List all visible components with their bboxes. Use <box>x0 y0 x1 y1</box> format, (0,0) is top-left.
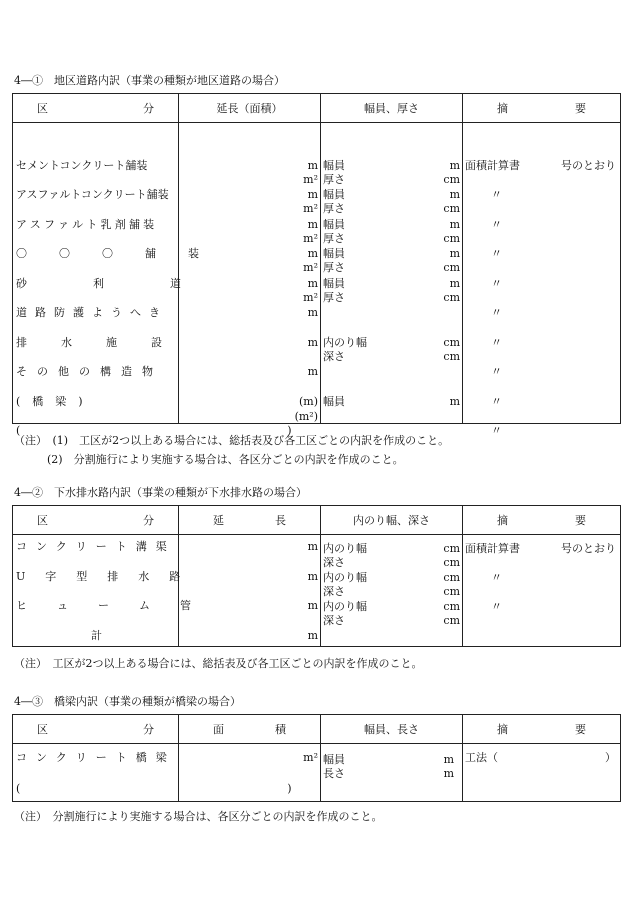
header-area: 面 積 <box>179 715 321 744</box>
width-label: 幅員 <box>323 218 345 231</box>
row-name: 〇〇〇舗装 <box>16 247 231 260</box>
unit-m: m <box>307 277 318 290</box>
row-name: 砂利道 <box>16 277 247 290</box>
remark-text: 面積計算書 <box>465 542 520 555</box>
unit-m: m <box>307 247 318 260</box>
depth-unit: cm <box>443 585 460 598</box>
table-road <box>12 93 621 437</box>
column-width-length <box>321 744 463 802</box>
thickness-unit: cm <box>443 232 460 245</box>
inner-width-unit: cm <box>443 600 460 613</box>
header-length: 延 長 <box>179 506 321 535</box>
column-width <box>321 123 463 424</box>
unit-m2: m² <box>303 173 318 186</box>
column-remarks <box>463 123 621 437</box>
inner-width-unit: cm <box>443 571 460 584</box>
header-width-length: 幅員、長さ <box>321 715 463 744</box>
inner-width-unit: cm <box>443 336 460 349</box>
thickness-label: 厚さ <box>323 232 345 245</box>
inner-width-label: 内のり幅 <box>323 600 367 613</box>
section-1-title: 4―① 地区道路内訳（事業の種類が地区道路の場合） <box>14 74 285 87</box>
width-unit: m <box>449 277 460 290</box>
ditto-mark: 〃 <box>491 424 502 437</box>
row-name: 道路防護ようへき <box>16 306 168 319</box>
header-remarks: 摘 要 <box>463 506 621 535</box>
width-label: 幅員 <box>323 277 345 290</box>
row-name: ( ) <box>16 782 420 795</box>
row-name: アスファルトコンクリート舗装 <box>16 188 169 201</box>
ditto-mark: 〃 <box>491 336 502 349</box>
row-name: ( ) <box>16 424 420 437</box>
unit-m: m <box>307 306 318 319</box>
ditto-mark: 〃 <box>491 600 502 613</box>
unit-m: m <box>307 540 318 553</box>
unit-m2: m² <box>303 291 318 304</box>
unit-m2: m² <box>303 261 318 274</box>
column-kubun <box>13 535 221 647</box>
unit-m2: m² <box>303 202 318 215</box>
unit-m: (m) <box>298 395 318 408</box>
width-label: 幅員 <box>323 753 345 766</box>
thickness-unit: cm <box>443 261 460 274</box>
unit-m: m <box>307 218 318 231</box>
row-name: アスファルト乳剤舗装 <box>16 218 158 231</box>
note-3: （注） 工区が2つ以上ある場合には、総括表及び各工区ごとの内訳を作成のこと。 <box>14 657 423 670</box>
width-unit: m <box>443 753 454 766</box>
column-length <box>179 535 321 647</box>
unit-m2: (m²) <box>294 410 318 423</box>
unit-m: m <box>307 188 318 201</box>
column-remarks <box>463 535 621 647</box>
ditto-mark: 〃 <box>491 395 502 408</box>
depth-unit: cm <box>443 350 460 363</box>
method-close: ） <box>605 751 616 764</box>
depth-label: 深さ <box>323 614 345 627</box>
unit-m: m <box>307 570 318 583</box>
unit-m: m <box>307 336 318 349</box>
thickness-label: 厚さ <box>323 173 345 186</box>
width-label: 幅員 <box>323 159 345 172</box>
row-name: コンクリート溝渠 <box>16 540 176 553</box>
inner-width-label: 内のり幅 <box>323 542 367 555</box>
remark-text: 面積計算書 <box>465 159 520 172</box>
thickness-label: 厚さ <box>323 291 345 304</box>
unit-m: m <box>307 365 318 378</box>
ditto-mark: 〃 <box>491 188 502 201</box>
table-drain <box>12 505 621 647</box>
note-1: （注） (1) 工区が2つ以上ある場合には、総括表及び各工区ごとの内訳を作成のこと。 <box>14 434 450 447</box>
column-area <box>179 744 321 802</box>
note-2: (2) 分割施行により実施する場合は、各区分ごとの内訳を作成のこと。 <box>47 453 404 466</box>
depth-label: 深さ <box>323 585 345 598</box>
section-3-title: 4―③ 橋梁内訳（事業の種類が橋梁の場合） <box>14 695 241 708</box>
header-width: 幅員、厚さ <box>321 94 463 123</box>
unit-m2: m² <box>303 751 318 764</box>
thickness-unit: cm <box>443 202 460 215</box>
width-unit: m <box>449 188 460 201</box>
row-name: (橋梁) <box>16 395 95 408</box>
section-2-title: 4―② 下水排水路内訳（事業の種類が下水排水路の場合） <box>14 486 307 499</box>
method-label: 工法（ <box>465 751 498 764</box>
header-kubun: 区 分 <box>13 715 179 744</box>
column-remarks <box>463 744 621 802</box>
ditto-mark: 〃 <box>491 365 502 378</box>
row-name: コンクリート橋梁 <box>16 751 176 764</box>
row-name: ヒューム管 <box>16 599 221 612</box>
row-name: U字型排水路 <box>16 570 201 583</box>
ditto-mark: 〃 <box>491 306 502 319</box>
inner-width-unit: cm <box>443 542 460 555</box>
length-label: 長さ <box>323 767 345 780</box>
width-unit: m <box>449 159 460 172</box>
header-inner-width: 内のり幅、深さ <box>321 506 463 535</box>
inner-width-label: 内のり幅 <box>323 571 367 584</box>
remark-text: 号のとおり <box>561 542 616 555</box>
row-name: 計 <box>91 629 102 642</box>
note-4: （注） 分割施行により実施する場合は、各区分ごとの内訳を作成のこと。 <box>14 810 383 823</box>
depth-unit: cm <box>443 556 460 569</box>
remark-text: 号のとおり <box>561 159 616 172</box>
ditto-mark: 〃 <box>491 277 502 290</box>
ditto-mark: 〃 <box>491 571 502 584</box>
ditto-mark: 〃 <box>491 218 502 231</box>
header-remarks: 摘 要 <box>463 715 621 744</box>
thickness-label: 厚さ <box>323 202 345 215</box>
depth-label: 深さ <box>323 350 345 363</box>
ditto-mark: 〃 <box>491 247 502 260</box>
depth-label: 深さ <box>323 556 345 569</box>
unit-m: m <box>307 599 318 612</box>
unit-m: m <box>307 629 318 642</box>
width-unit: m <box>449 218 460 231</box>
width-unit: m <box>449 395 460 408</box>
header-length: 延長（面積） <box>179 94 321 123</box>
width-unit: m <box>449 247 460 260</box>
row-name: 排水施設 <box>16 336 196 349</box>
width-label: 幅員 <box>323 247 345 260</box>
column-inner-width <box>321 535 463 647</box>
column-length <box>179 123 321 424</box>
header-kubun: 区 分 <box>13 94 179 123</box>
thickness-unit: cm <box>443 291 460 304</box>
table-bridge <box>12 714 621 802</box>
header-remarks: 摘 要 <box>463 94 621 123</box>
length-unit: m <box>443 767 454 780</box>
unit-m2: m² <box>303 232 318 245</box>
row-name: その他の構造物 <box>16 365 163 378</box>
thickness-unit: cm <box>443 173 460 186</box>
width-label: 幅員 <box>323 188 345 201</box>
header-kubun: 区 分 <box>13 506 179 535</box>
unit-m: m <box>307 159 318 172</box>
inner-width-label: 内のり幅 <box>323 336 367 349</box>
thickness-label: 厚さ <box>323 261 345 274</box>
depth-unit: cm <box>443 614 460 627</box>
width-label: 幅員 <box>323 395 345 408</box>
row-name: セメントコンクリート舗装 <box>16 159 148 172</box>
